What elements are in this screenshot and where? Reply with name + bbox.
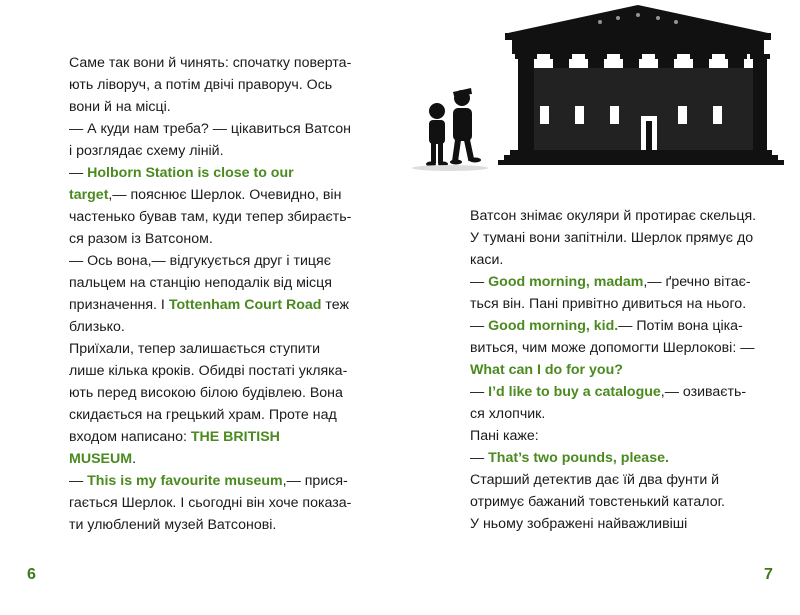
text-line [69, 206, 369, 228]
text-segment: ють перед високою білою будівлею. Вона [69, 385, 343, 401]
text-segment: вони й на місці. [69, 99, 171, 115]
text-segment: гається Шерлок. І сьогодні він хоче показа- [69, 495, 352, 511]
text-line [69, 448, 369, 470]
text-line [470, 403, 770, 425]
text-segment: ,— озиваєть- [660, 384, 747, 400]
text-line [69, 404, 369, 426]
text-line [69, 382, 369, 404]
text-line [69, 118, 369, 140]
text-line [470, 469, 770, 491]
text-line [470, 447, 770, 469]
text-line [470, 381, 770, 403]
text-segment: ти улюблений музей Ватсонові. [69, 517, 277, 533]
left-page-text [69, 52, 369, 536]
text-line [69, 228, 369, 250]
text-line [69, 52, 369, 74]
text-segment: близько. [69, 319, 125, 335]
text-segment: ,— пояснює Шерлок. Очевидно, він [108, 187, 342, 203]
text-line [470, 249, 770, 271]
text-line [470, 227, 770, 249]
text-line [69, 492, 369, 514]
text-segment: — А куди нам треба? — цікавиться Ватсон [69, 121, 351, 137]
two-detectives-silhouette-icon [426, 88, 481, 167]
english-phrase: THE BRITISH [190, 429, 280, 445]
text-segment: — [470, 384, 489, 400]
text-segment: ,— ґречно вітає- [643, 274, 751, 290]
text-line [470, 513, 770, 535]
text-line [69, 162, 369, 184]
english-phrase: Holborn Station is close to our [87, 165, 294, 181]
text-segment: Старший детектив дає їй два фунти й [470, 472, 720, 488]
right-page-text [470, 205, 770, 535]
text-line [470, 491, 770, 513]
museum-building-icon [498, 5, 784, 165]
text-line [69, 338, 369, 360]
text-line [69, 294, 369, 316]
text-segment: У ньому зображені найважливіші [470, 516, 688, 532]
english-phrase: Good morning, kid. [488, 318, 619, 334]
text-line [69, 272, 369, 294]
english-phrase: That’s two pounds, please. [488, 450, 669, 466]
text-segment: ють ліворуч, а потім двічі праворуч. Ось [69, 77, 333, 93]
text-segment: виться, чим може допомогти Шерлокові: — [470, 340, 755, 356]
text-segment: ться він. Пані привітно дивиться на нього. [470, 296, 747, 312]
text-line [69, 426, 369, 448]
english-phrase: I’d like to buy a catalogue [488, 384, 661, 400]
right-page [400, 0, 800, 615]
text-line [69, 316, 369, 338]
text-segment: — [470, 318, 489, 334]
english-phrase: Good morning, madam [488, 274, 644, 290]
text-segment: — Ось вона,— відгукується друг і тицяє [69, 253, 331, 269]
text-segment: Саме так вони й чинять: спочатку поверта- [69, 55, 352, 71]
text-line [69, 360, 369, 382]
english-phrase: This is my favourite museum [87, 473, 283, 489]
text-segment: — [470, 450, 489, 466]
text-segment: каси. [470, 252, 504, 268]
text-segment: частенько бував там, куди тепер збираєть- [69, 209, 352, 225]
text-line [470, 425, 770, 447]
text-line [470, 205, 770, 227]
text-segment: ,— прися- [282, 473, 348, 489]
text-segment: . [132, 451, 137, 467]
page-number-left: 6 [27, 566, 36, 583]
text-segment: ся хлопчик. [470, 406, 546, 422]
british-museum-illustration-icon [400, 0, 800, 190]
text-segment: Приїхали, тепер залишається ступити [69, 341, 321, 357]
text-segment: — [470, 274, 489, 290]
english-phrase: MUSEUM [69, 451, 133, 467]
text-segment: — [69, 165, 88, 181]
text-line [69, 184, 369, 206]
text-line [69, 74, 369, 96]
text-segment: призначення. І [69, 297, 169, 313]
english-phrase: What can I do for you? [470, 362, 623, 378]
text-line [69, 96, 369, 118]
text-segment: входом написано: [69, 429, 191, 445]
text-segment: — Потім вона ціка- [618, 318, 743, 334]
text-segment: і розглядає схему ліній. [69, 143, 224, 159]
text-line [470, 293, 770, 315]
text-line [470, 337, 770, 359]
text-segment: У тумані вони запітніли. Шерлок прямує до [470, 230, 754, 246]
text-segment: лише кілька кроків. Обидві постаті укляка- [69, 363, 348, 379]
text-line [470, 271, 770, 293]
text-line [470, 315, 770, 337]
text-line [69, 140, 369, 162]
text-segment: отримує бажаний товстенький каталог. [470, 494, 725, 510]
text-line [69, 250, 369, 272]
text-line [69, 514, 369, 536]
page-number-right: 7 [764, 566, 773, 583]
text-segment: Пані каже: [470, 428, 539, 444]
text-segment: теж [321, 297, 349, 313]
english-phrase: target [69, 187, 109, 203]
text-segment: пальцем на станцію неподалік від місця [69, 275, 332, 291]
text-segment: скидається на грецький храм. Проте над [69, 407, 337, 423]
text-segment: ся разом із Ватсоном. [69, 231, 213, 247]
text-segment: Ватсон знімає окуляри й протирає скельця. [470, 208, 757, 224]
english-phrase: Tottenham Court Road [168, 297, 322, 313]
text-line [470, 359, 770, 381]
text-line [69, 470, 369, 492]
text-segment: — [69, 473, 88, 489]
